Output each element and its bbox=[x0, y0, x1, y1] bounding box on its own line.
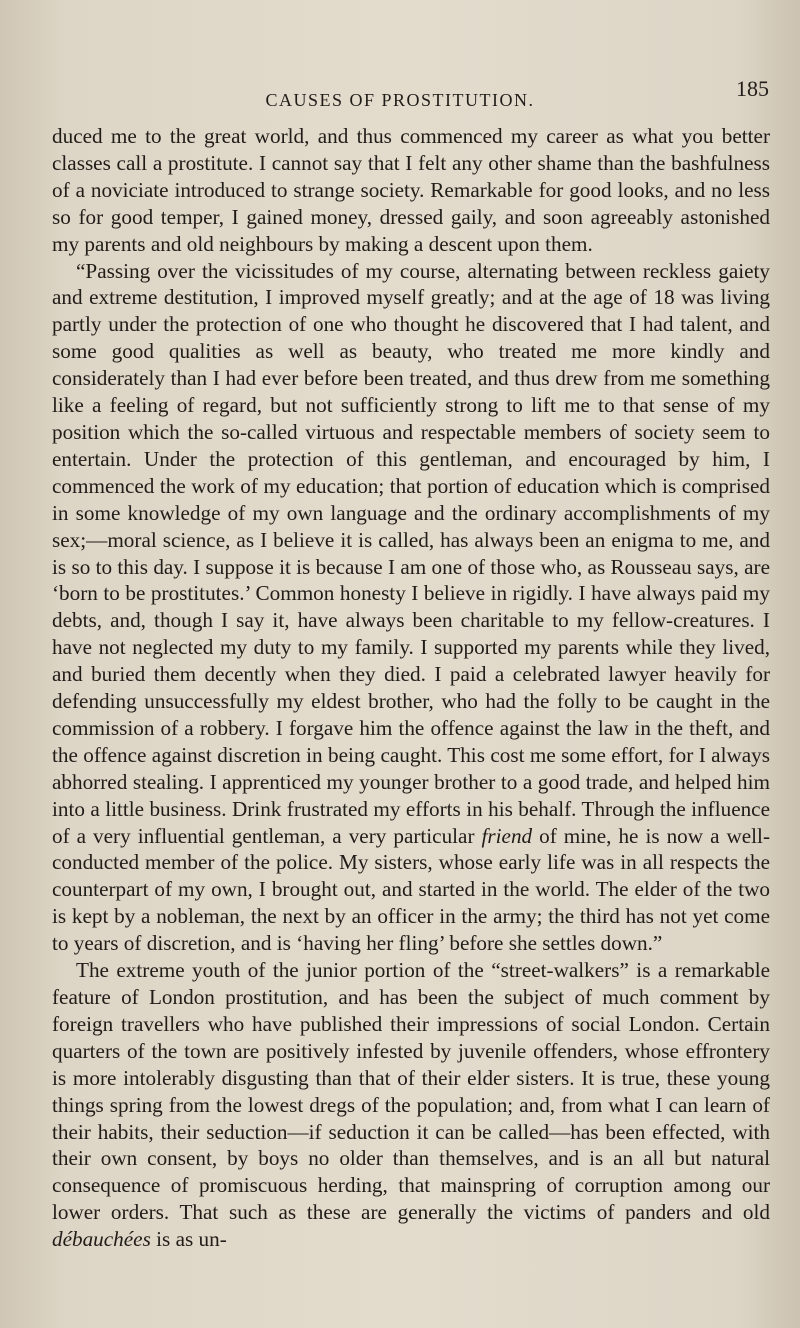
italic-word: friend bbox=[481, 823, 533, 848]
paragraph bbox=[52, 957, 770, 1253]
text-run: of mine, he is now a well-conducted member of the police. My sisters, whose early life was in all respects the counterpart of my own, I brought out, and started in the world. The elder of the two is kept by a nobleman, the next by an officer in the army; the third has not yet come to years of discretion, and is ‘having her fling’ before she settles down.” bbox=[52, 823, 771, 956]
running-head: CAUSES OF PROSTITUTION. bbox=[265, 90, 535, 110]
paragraph bbox=[52, 258, 770, 958]
text-run: The extreme youth of the junior portion of the “street-walkers” is a remarkable feature of London prostitution, and has been the subject of much comment by foreign travellers who have published their impressions of social London. Certain quarters of the town are positively infested by juvenile offenders, whose effrontery is more intolerably disgusting than that of their elder sisters. It is true, these young things spring from the lowest dregs of the population; and, from what I can learn of their habits, their seduction—if seduction it can be called—has been effected, with their own consent, by boys no older than themselves, and is an all but natural consequence of promiscuous herding, that mainspring of corruption among our lower orders. That such as these are generally the victims of panders and old bbox=[52, 958, 770, 1225]
page-number: 185 bbox=[736, 76, 769, 101]
italic-word: débauchées bbox=[52, 1227, 151, 1252]
text-run: “Passing over the vicissitudes of my course, alternating between reckless gaiety and extreme destitution, I improved myself greatly; and at the age of 18 was living partly under the protection of one who thought he discovered that I had talent, and some good qualities as well as beauty, who treated me more kindly and considerately than I had ever before been treated, and thus drew from me something like a feeling of regard, but not sufficiently strong to lift me to that sense of my position which the so-called virtuous and respectable members of society seem to entertain. Under the protection of this gentleman, and encouraged by him, I commenced the work of my education; that portion of education which is comprised in some knowledge of my own language and the ordinary accomplishments of my sex;—moral science, as I believe it is called, has always been an enigma to me, and is so to this day. I suppose it is because I am one of those who, as Rousseau says, are ‘born to be prostitutes.’ Common honesty I believe in rigidly. I have always paid my debts, and, though I say it, have always been charitable to my fellow-creatures. I have not neglected my duty to my family. I supported my parents while they lived, and buried them decently when they died. I paid a celebrated lawyer heavily for defending unsuccessfully my eldest brother, who had the folly to be caught in the commission of a robbery. I forgave him the offence against the law in the theft, and the offence against discretion in being caught. This cost me some effort, for I always abhorred stealing. I apprenticed my younger brother to a good trade, and helped him into a little business. Drink frustrated my efforts in his behalf. Through the influence of a very influential gentleman, a very particular bbox=[52, 258, 770, 848]
paragraph: duced me to the great world, and thus commenced my career as what you better classes call a prostitute. I cannot say that I felt any other shame than the bashfulness of a noviciate introduced to strange society. Remarkable for good looks, and no less so for good temper, I gained money, dressed gaily, and soon agreeably astonished my parents and old neighbours by making a descent upon them. bbox=[52, 124, 770, 256]
body-text bbox=[52, 123, 770, 1253]
text-run: is as un- bbox=[150, 1227, 227, 1252]
